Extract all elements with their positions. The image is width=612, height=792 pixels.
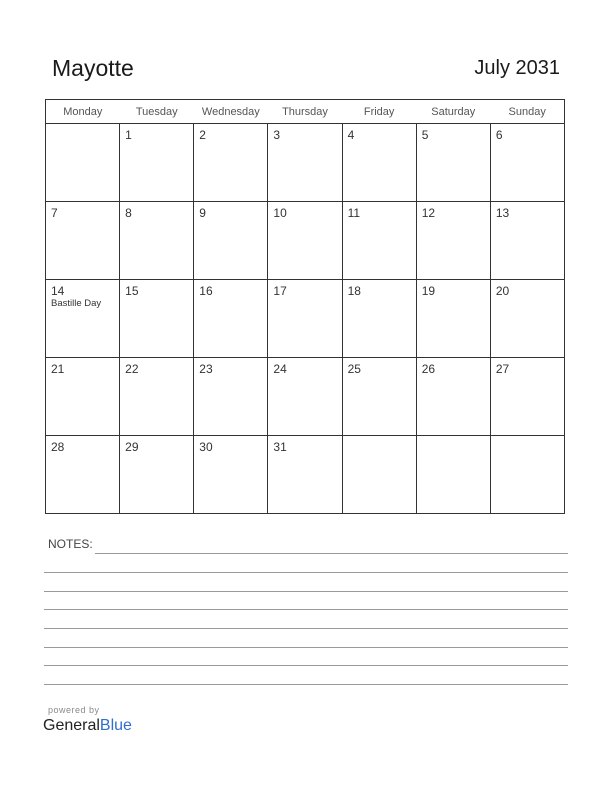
notes-line [44, 665, 568, 666]
brand-blue-text: Blue [99, 717, 132, 734]
week-row [46, 358, 565, 436]
weekday-saturday: Saturday [416, 100, 490, 124]
calendar-month: July 2031 [474, 57, 560, 79]
day-cell [342, 358, 416, 436]
day-number: 3 [273, 128, 281, 142]
day-number: 26 [421, 362, 436, 376]
day-cell [490, 436, 564, 514]
notes-line [44, 647, 568, 648]
weekday-friday: Friday [342, 100, 416, 124]
week-row [46, 124, 565, 202]
day-number: 5 [421, 128, 429, 142]
day-cell [416, 436, 490, 514]
day-cell [342, 280, 416, 358]
notes-line [44, 628, 568, 629]
day-cell [194, 436, 268, 514]
day-number: 12 [421, 206, 436, 220]
day-number: 23 [199, 362, 213, 376]
day-cell [416, 202, 490, 280]
notes-line [44, 684, 568, 685]
day-number: 6 [495, 128, 503, 142]
day-cell [416, 358, 490, 436]
notes-line [95, 553, 568, 554]
weekday-thursday: Thursday [268, 100, 342, 124]
day-cell [342, 202, 416, 280]
day-cell [194, 202, 268, 280]
day-number: 20 [495, 284, 510, 298]
weekday-header-row [46, 100, 565, 124]
day-number: 8 [125, 206, 132, 220]
day-number: 21 [51, 362, 65, 376]
day-number: 27 [495, 362, 510, 376]
week-row [46, 280, 565, 358]
notes-label: NOTES: [48, 537, 93, 551]
day-number: 2 [199, 128, 206, 142]
holiday-label: Bastille Day [51, 298, 102, 309]
day-number: 10 [273, 206, 287, 220]
day-cell [490, 124, 564, 202]
day-number: 30 [199, 440, 213, 454]
notes-line [44, 609, 568, 610]
day-cell [120, 358, 194, 436]
day-number: 11 [347, 206, 361, 220]
day-cell [194, 280, 268, 358]
day-cell [194, 358, 268, 436]
day-cell [416, 280, 490, 358]
brand-general-text: General [43, 717, 100, 734]
day-number: 13 [495, 206, 510, 220]
day-cell [490, 280, 564, 358]
day-cell [194, 124, 268, 202]
day-number: 1 [125, 128, 132, 142]
week-row [46, 436, 565, 514]
day-number: 29 [125, 440, 139, 454]
day-cell [268, 436, 342, 514]
day-number: 16 [199, 284, 213, 298]
notes-line [44, 591, 568, 592]
day-cell [416, 124, 490, 202]
day-number: 7 [51, 206, 58, 220]
day-cell [120, 280, 194, 358]
day-cell [46, 202, 120, 280]
day-number: 18 [347, 284, 361, 298]
day-cell [268, 358, 342, 436]
calendar-title: Mayotte [52, 55, 134, 81]
day-cell [46, 124, 120, 202]
day-cell [120, 124, 194, 202]
brand-logo [43, 716, 132, 736]
week-row [46, 202, 565, 280]
calendar-grid [45, 99, 565, 514]
day-number: 24 [273, 362, 287, 376]
day-number: 9 [199, 206, 206, 220]
day-cell [342, 124, 416, 202]
day-number: 17 [273, 284, 287, 298]
day-cell [120, 436, 194, 514]
weekday-sunday: Sunday [490, 100, 564, 124]
day-cell [120, 202, 194, 280]
day-cell [46, 358, 120, 436]
day-number: 19 [421, 284, 436, 298]
notes-line [44, 572, 568, 573]
day-cell [268, 124, 342, 202]
day-number: 15 [125, 284, 139, 298]
powered-by-text: powered by [48, 705, 100, 715]
day-cell [490, 358, 564, 436]
weekday-wednesday: Wednesday [194, 100, 268, 124]
day-cell [268, 202, 342, 280]
day-number: 25 [347, 362, 361, 376]
weekday-monday: Monday [46, 100, 120, 124]
day-cell [46, 436, 120, 514]
day-number: 22 [125, 362, 139, 376]
day-number: 4 [347, 128, 355, 142]
day-cell [490, 202, 564, 280]
day-cell [268, 280, 342, 358]
day-number: 14 [51, 284, 65, 298]
day-number: 28 [51, 440, 65, 454]
day-number: 31 [273, 440, 287, 454]
day-cell [46, 280, 120, 358]
day-cell [342, 436, 416, 514]
weekday-tuesday: Tuesday [120, 100, 194, 124]
